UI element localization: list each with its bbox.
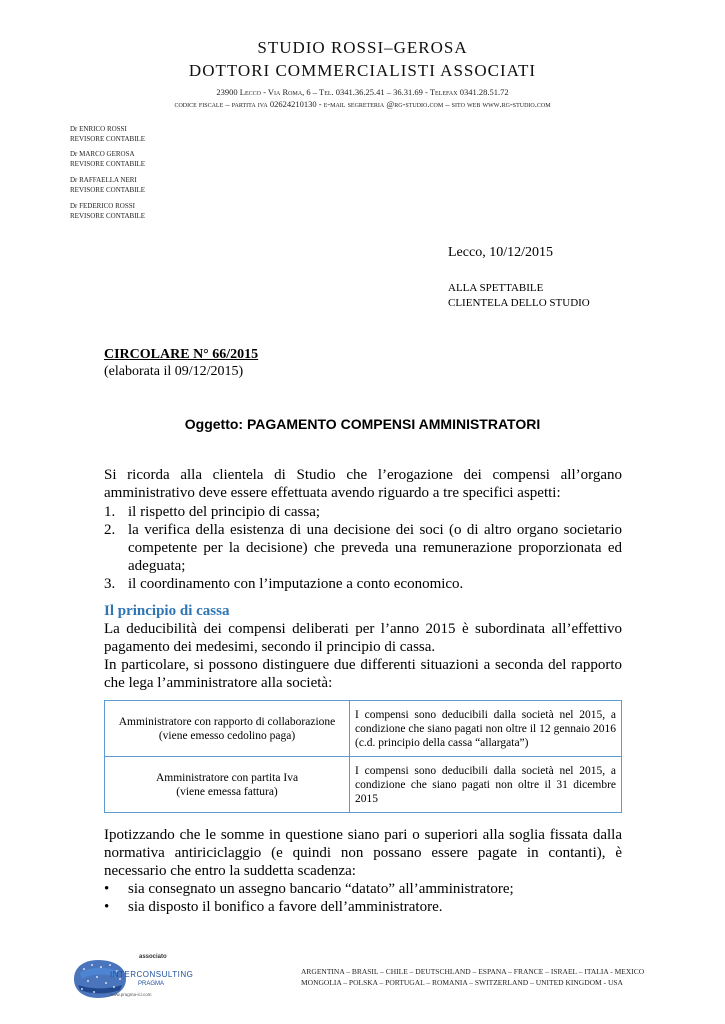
bullet-list <box>104 880 622 916</box>
logo-name: INTERCONSULTING <box>110 970 194 979</box>
list-number: 2. <box>104 522 116 538</box>
list-text: sia disposto il bonifico a favore dell’amministratore. <box>128 899 443 915</box>
member-name: Dr FEDERICO ROSSI <box>70 202 135 210</box>
admin-type-note: (viene emessa fattura) <box>176 785 278 798</box>
firm-name: STUDIO ROSSI–GEROSA <box>257 38 468 57</box>
table-cell-condition: I compensi sono deducibili dalla società nel 2015, a condizione che siano pagati non oltre il 31 dicembre 2015 <box>350 757 622 813</box>
section-title-cassa: Il principio di cassa <box>104 603 230 619</box>
table-row <box>105 757 622 813</box>
member-entry <box>70 149 145 169</box>
member-role: REVISORE CONTABILE <box>70 135 146 143</box>
list-item <box>104 898 622 916</box>
subject-line: Oggetto: PAGAMENTO COMPENSI AMMINISTRATORI <box>184 416 541 432</box>
member-name: Dr MARCO GEROSA <box>70 150 135 158</box>
list-item <box>104 503 622 521</box>
cassa-paragraph-1: La deducibilità dei compensi deliberati per l’anno 2015 è subordinata all’effettivo pagamento dei medesimi, secondo il principio di cassa. <box>104 621 622 655</box>
member-entry <box>70 201 145 221</box>
list-item <box>104 575 622 593</box>
fiscal-line: codice fiscale – partita iva 02624210130 - e-mail segreteria @rg-studio.com – sito web www.rg-studio.com <box>174 99 551 109</box>
member-role: REVISORE CONTABILE <box>70 186 146 194</box>
list-number: 1. <box>104 504 116 520</box>
admin-type: Amministratore con partita Iva <box>155 771 299 784</box>
admin-type-note: (viene emesso cedolino paga) <box>158 729 296 742</box>
member-entry <box>70 124 145 144</box>
compensation-table <box>104 700 622 813</box>
bullet-icon: • <box>104 881 110 897</box>
address-line: 23900 Lecco - Via Roma, 6 – Tel. 0341.36.25.41 – 36.31.69 - Telefax 0341.28.51.72 <box>216 87 509 97</box>
list-text: il rispetto del principio di cassa; <box>128 504 321 520</box>
member-role: REVISORE CONTABILE <box>70 160 146 168</box>
footer-countries-1: ARGENTINA – BRASIL – CHILE – DEUTSCHLAND – ESPANA – FRANCE – ISRAEL – ITALIA - MEXICO <box>301 967 645 976</box>
footer-countries-2: MONGOLIA – POLSKA – PORTUGAL – ROMANIA – SWITZERLAND – UNITED KINGDOM - USA <box>301 978 623 987</box>
list-item <box>104 880 622 898</box>
after-table-paragraph: Ipotizzando che le somme in questione siano pari o superiori alla soglia fissata dalla normativa antiriciclaggio (e quindi non possano essere pagate in contanti), è necessario che entro la suddetta scadenza: <box>104 827 622 879</box>
intro-paragraph: Si ricorda alla clientela di Studio che l’erogazione dei compensi all’organo amministrativo deve essere effettuata avendo riguardo a tre specifici aspetti: <box>104 467 622 501</box>
list-number: 3. <box>104 576 116 592</box>
logo-sub: PRAGMA <box>138 981 165 987</box>
circolare-subtitle: (elaborata il 09/12/2015) <box>104 364 244 379</box>
list-item <box>104 521 622 575</box>
member-role: REVISORE CONTABILE <box>70 212 146 220</box>
associato-label: associato <box>139 954 167 960</box>
firm-subtitle: DOTTORI COMMERCIALISTI ASSOCIATI <box>188 61 537 80</box>
member-name: Dr RAFFAELLA NERI <box>70 176 137 184</box>
member-name: Dr ENRICO ROSSI <box>70 125 127 133</box>
member-entry <box>70 175 145 195</box>
table-cell-type <box>105 701 350 757</box>
list-text: la verifica della esistenza di una decisione dei soci (o di altro organo societario competente per la decisione) che preveda una remunerazione proporzionata ed adeguata; <box>128 522 622 574</box>
table-row <box>105 701 622 757</box>
recipient-line2: CLIENTELA DELLO STUDIO <box>448 297 590 309</box>
table-cell-type <box>105 757 350 813</box>
list-text: il coordinamento con l’imputazione a conto economico. <box>128 576 464 592</box>
admin-type: Amministratore con rapporto di collaborazione <box>118 715 336 728</box>
recipient-line1: ALLA SPETTABILE <box>448 282 544 294</box>
bullet-icon: • <box>104 899 110 915</box>
list-text: sia consegnato un assegno bancario “datato” all’amministratore; <box>128 881 514 897</box>
date-place: Lecco, 10/12/2015 <box>448 245 553 260</box>
circolare-title: CIRCOLARE N° 66/2015 <box>104 347 259 362</box>
table-cell-condition: I compensi sono deducibili dalla società nel 2015, a condizione che siano pagati non oltre il 12 gennaio 2016 (c.d. principio della cassa “allargata”) <box>350 701 622 757</box>
aspect-list <box>104 503 622 593</box>
cassa-paragraph-2: In particolare, si possono distinguere due differenti situazioni a seconda del rapporto che lega l’amministratore alla società: <box>104 657 622 691</box>
logo-url: www.pragma-ici.com <box>110 992 152 997</box>
